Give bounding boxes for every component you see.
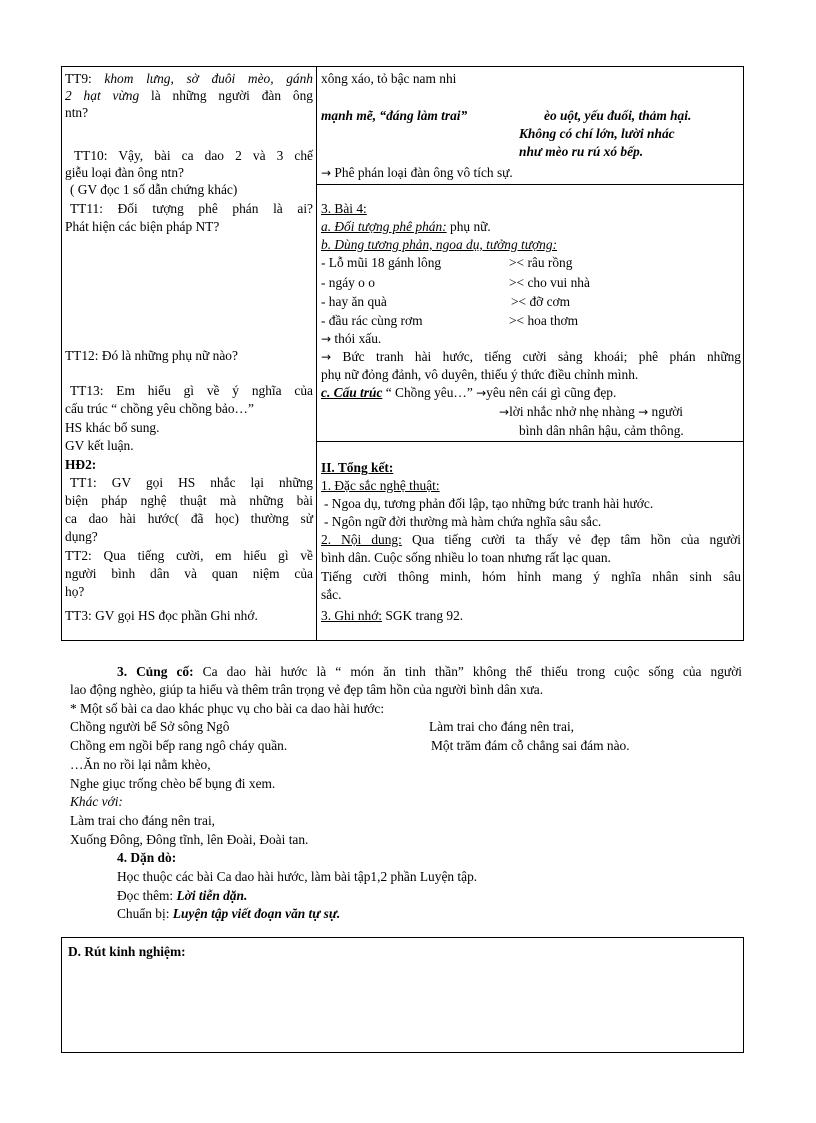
hd2-heading: HĐ2:	[65, 457, 97, 472]
doc-them: Đọc thêm: Lời tiễn dặn.	[117, 888, 248, 903]
tt13-line1: TT13: Em hiểu gì về ý nghĩa của	[70, 383, 313, 398]
pair-1-left: - Lỗ mũi 18 gánh lông	[321, 255, 442, 270]
dan-do-text: Học thuộc các bài Ca dao hài hước, làm bài tập1,2 phần Luyện tập.	[117, 869, 478, 884]
thoi-xau: → thói xấu.	[321, 331, 382, 346]
poem-right-2: Một trăm đám cỗ chẳng sai đám nào.	[431, 738, 630, 753]
ghi-nho: 3. Ghi nhớ: SGK trang 92.	[321, 608, 464, 623]
tt10-line3: ( GV đọc 1 số dẫn chứng khác)	[70, 182, 238, 197]
cau-truc-3: bình dân nhân hậu, cảm thông.	[519, 423, 684, 438]
right-r2a: mạnh mẽ, “đáng làm trai”	[321, 108, 468, 123]
dan-do-heading: 4. Dặn dò:	[117, 850, 177, 865]
poem-left-1: Chồng người bể Sở sông Ngô	[70, 719, 230, 734]
bai4-a: a. Đối tượng phê phán: phụ nữ.	[321, 219, 491, 234]
dac-sac-heading: 1. Đặc sắc nghệ thuật:	[321, 478, 440, 493]
arrow-right-icon: →	[321, 332, 332, 346]
dac-sac-item-2: - Ngôn ngữ đời thường mà hàm chứa nghĩa sâu sắc.	[324, 514, 602, 529]
poem-left-2: Chồng em ngồi bếp rang ngô cháy quần.	[70, 738, 288, 753]
tt1-line4: dụng?	[65, 529, 98, 544]
tt13-line2: cấu trúc “ chồng yêu chồng bảo…”	[65, 401, 254, 416]
right-r2b-1: èo uột, yếu đuối, thảm hại.	[544, 108, 692, 123]
pair-1-right: >< râu rồng	[509, 255, 573, 270]
arrow-right-icon: →	[638, 405, 649, 419]
bai4-heading: 3. Bài 4:	[321, 201, 367, 216]
tt2-line1: TT2: Qua tiếng cười, em hiểu gì về	[65, 548, 313, 563]
tt9-line2: 2 hạt vừng là những người đàn ông	[65, 88, 314, 103]
cau-truc: c. Cấu trúc “ Chồng yêu…” →yêu nên cái gì cũng đẹp.	[321, 385, 617, 400]
cung-co-line2: lao động nghèo, giúp ta hiểu và thêm trân trọng vẻ đẹp tâm hồn của người bình dân xưa.	[70, 682, 544, 697]
right-r2b-2: Không có chí lớn, lười nhác	[519, 126, 675, 141]
tt12: TT12: Đó là những phụ nữ nào?	[65, 348, 238, 363]
bai4-b: b. Dùng tương phản, ngoa dụ, tưởng tượng:	[321, 237, 558, 252]
tt11-line1: TT11: Đối tượng phê phán là ai?	[70, 201, 313, 216]
poem3-2: Xuống Đông, Đông tĩnh, lên Đoài, Đoài tan.	[70, 832, 309, 847]
pair-4-right: >< hoa thơm	[509, 313, 579, 328]
poem3-1: Làm trai cho đáng nên trai,	[70, 813, 216, 828]
arrow-right-icon: →	[321, 166, 332, 180]
pair-3-left: - hay ăn quà	[321, 294, 387, 309]
lesson-table	[61, 66, 744, 641]
tt1-line1: TT1: GV gọi HS nhắc lại những	[70, 475, 313, 490]
cung-co-line1: 3. Củng cố: Ca dao hài hước là “ món ăn tinh thần” không thể thiếu trong cuộc sống của người	[117, 664, 742, 679]
rut-kinh-nghiem-title: D. Rút kinh nghiệm:	[68, 944, 186, 959]
tt10-line2: giễu loại đàn ông ntn?	[65, 165, 184, 180]
right-r2b-3: như mèo ru rú xó bếp.	[519, 144, 644, 159]
tong-ket-heading: II. Tổng kết:	[321, 460, 394, 475]
chuan-bi: Chuẩn bị: Luyện tập viết đoạn văn tự sự.	[117, 906, 341, 921]
noi-dung-2: bình dân. Cuộc sống nhiều lo toan nhưng rất lạc quan.	[321, 550, 611, 565]
tt2-line2: người bình dân và quan niệm của	[65, 566, 313, 581]
tt10-line1: TT10: Vậy, bài ca dao 2 và 3 chế	[74, 148, 313, 163]
pair-3-right: >< đỡ cơm	[511, 294, 571, 309]
buc-tranh-1: → Bức tranh hài hước, tiếng cười sảng khoái; phê phán những	[321, 349, 741, 364]
tt9-line3: ntn?	[65, 105, 89, 120]
right-r3: → Phê phán loại đàn ông vô tích sự.	[321, 165, 513, 180]
khac-voi: Khác với:	[70, 794, 123, 809]
tt11-line2: Phát hiện các biện pháp NT?	[65, 219, 220, 234]
noi-dung-1: 2. Nội dung: Qua tiếng cười ta thấy vẻ đẹp tâm hồn của người	[321, 532, 741, 547]
right-r1: xông xáo, tỏ bậc nam nhi	[321, 71, 457, 86]
noi-dung-3: Tiếng cười thông minh, hóm hỉnh mang ý nghĩa nhân sinh sâu	[321, 569, 741, 584]
tt13-line4: GV kết luận.	[65, 438, 134, 453]
pair-2-left: - ngáy o o	[321, 275, 375, 290]
tt2-line3: họ?	[65, 584, 85, 599]
tt9-line1: TT9: khom lưng, sờ đuôi mèo, gánh	[65, 71, 313, 86]
mot-so-ca-dao: * Một số bài ca dao khác phục vụ cho bài ca dao hài hước:	[70, 701, 385, 716]
arrow-right-icon: →	[499, 405, 510, 419]
tt13-line3: HS khác bổ sung.	[65, 420, 160, 435]
pair-4-left: - đầu rác cùng rơm	[321, 313, 423, 328]
dac-sac-item-1: - Ngoa dụ, tương phản đối lập, tạo những bức tranh hài hước.	[324, 496, 654, 511]
cau-truc-2: →lời nhắc nhở nhẹ nhàng → người	[499, 404, 684, 419]
right-separator-1	[317, 184, 743, 185]
poem-right-1: Làm trai cho đáng nên trai,	[429, 719, 575, 734]
poem-left-4: Nghe giục trống chèo bế bụng đi xem.	[70, 776, 276, 791]
noi-dung-4: sắc.	[321, 587, 342, 602]
tt3: TT3: GV gọi HS đọc phần Ghi nhớ.	[65, 608, 258, 623]
column-divider	[316, 67, 317, 640]
pair-2-right: >< cho vui nhà	[509, 275, 590, 290]
tt1-line3: ca dao hài hước( đã học) thường sử	[65, 511, 313, 526]
tt1-line2: biện pháp nghệ thuật mà những bài	[65, 493, 313, 508]
arrow-right-icon: →	[476, 386, 487, 400]
poem-left-3: …Ăn no rồi lại nằm khèo,	[70, 757, 211, 772]
rut-kinh-nghiem-box	[61, 937, 744, 1053]
arrow-right-icon: →	[321, 350, 332, 364]
buc-tranh-2: phụ nữ đỏng đảnh, vô duyên, thiếu ý thức điều chỉnh mình.	[321, 367, 639, 382]
right-separator-2	[317, 441, 743, 442]
